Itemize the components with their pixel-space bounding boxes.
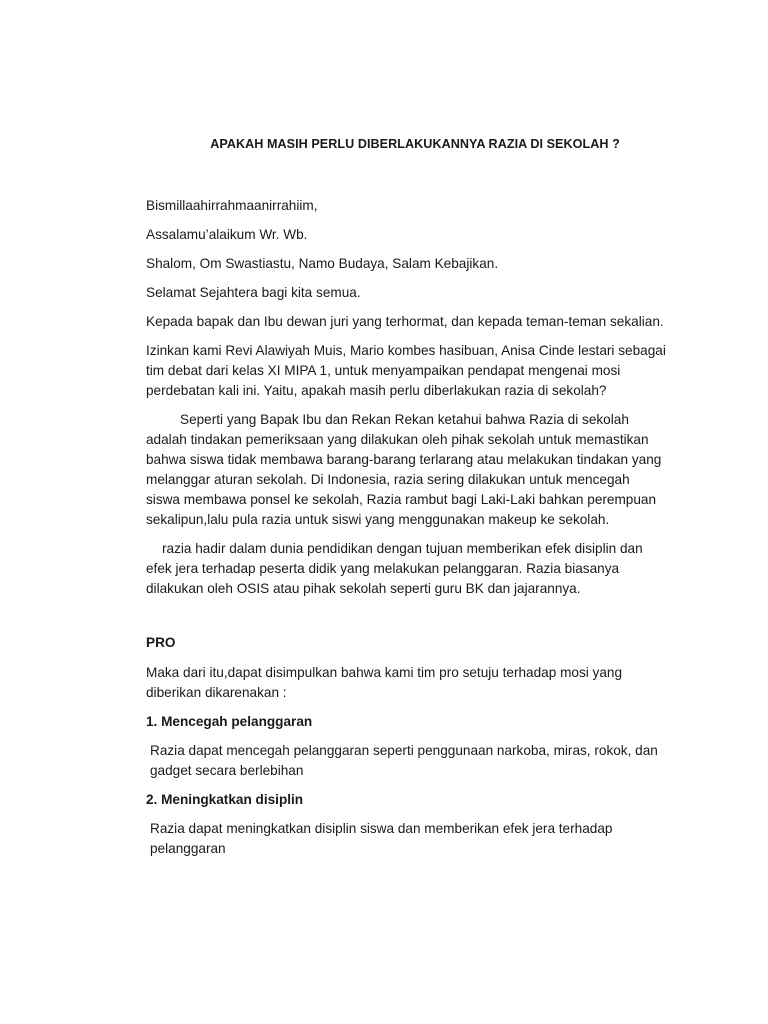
point-text-2: Razia dapat meningkatkan disiplin siswa dan memberikan efek jera terhadap pelanggaran — [150, 821, 613, 856]
point-heading-2: 2. Meningkatkan disiplin — [146, 792, 304, 807]
document-content — [146, 134, 666, 868]
point-heading-1: 1. Mencegah pelanggaran — [146, 714, 313, 729]
opening-address: Kepada bapak dan Ibu dewan juri yang terhormat, dan kepada teman-teman sekalian. — [146, 314, 664, 329]
opening-bismillah: Bismillaahirrahmaanirrahiim, — [146, 198, 318, 213]
opening-greetings: Shalom, Om Swastiastu, Namo Budaya, Salam Kebajikan. — [146, 256, 499, 271]
body-paragraph-purpose: razia hadir dalam dunia pendidikan dengan tujuan memberikan efek disiplin dan efek jera terhadap peserta didik yang melakukan pelanggaran. Razia biasanya dilakukan oleh OSIS atau pihak sekolah seperti guru BK dan jajarannya. — [146, 541, 643, 596]
body-paragraph-definition: Seperti yang Bapak Ibu dan Rekan Rekan ketahui bahwa Razia di sekolah adalah tindakan pemeriksaan yang dilakukan oleh pihak sekolah untuk memastikan bahwa siswa tidak membawa barang-barang terlarang atau melakukan tindakan yang melanggar aturan sekolah. Di Indonesia, razia sering dilakukan untuk mencegah siswa membawa ponsel ke sekolah, Razia rambut bagi Laki-Laki bahkan perempuan sekalipun,lalu pula razia untuk siswi yang menggunakan makeup ke sekolah. — [146, 412, 662, 527]
opening-introduction: Izinkan kami Revi Alawiyah Muis, Mario kombes hasibuan, Anisa Cinde lestari sebagai tim debat dari kelas XI MIPA 1, untuk menyampaikan pendapat mengenai mosi perdebatan kali ini. Yaitu, apakah masih perlu diberlakukan razia di sekolah? — [146, 343, 666, 398]
opening-salam: Assalamu’alaikum Wr. Wb. — [146, 227, 308, 242]
point-text-1: Razia dapat mencegah pelanggaran seperti penggunaan narkoba, miras, rokok, dan gadget secara berlebihan — [150, 743, 658, 778]
opening-welcome: Selamat Sejahtera bagi kita semua. — [146, 285, 361, 300]
document-title: APAKAH MASIH PERLU DIBERLAKUKANNYA RAZIA DI SEKOLAH ? — [210, 137, 620, 151]
pro-intro: Maka dari itu,dapat disimpulkan bahwa kami tim pro setuju terhadap mosi yang diberikan dikarenakan : — [146, 665, 623, 700]
pro-heading: PRO — [146, 635, 176, 650]
